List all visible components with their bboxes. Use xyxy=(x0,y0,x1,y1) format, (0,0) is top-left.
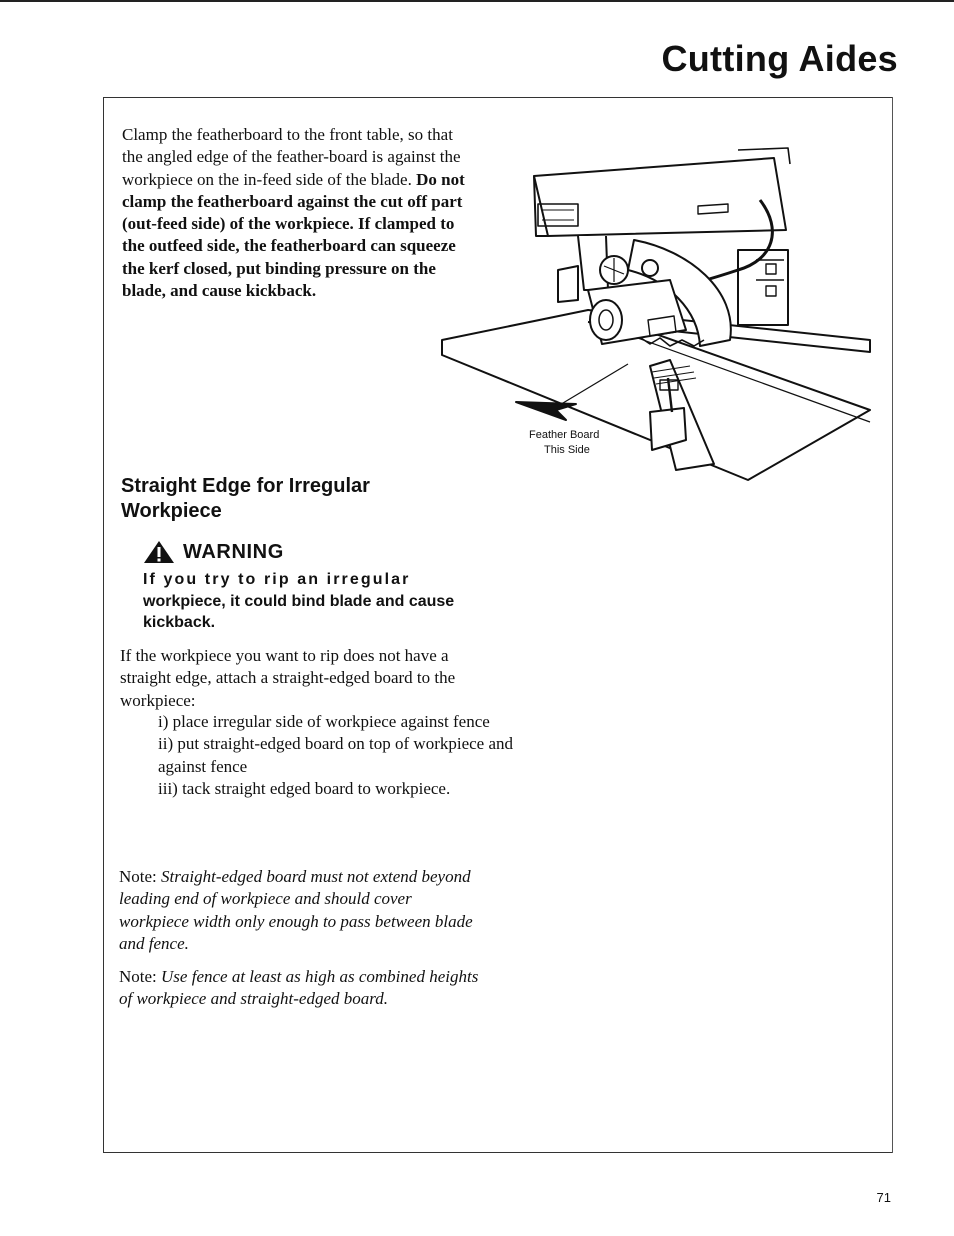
note-label: Note: xyxy=(119,867,157,886)
intro-paragraph xyxy=(122,124,470,302)
intro-normal-text: Clamp the featherboard to the front table, so that the angled edge of the feather-board is against the workpiece on the in-feed side of the blade. xyxy=(122,125,461,189)
content-frame-right-edge xyxy=(892,97,893,1153)
list-item: iii) tack straight edged board to workpiece. xyxy=(158,778,451,798)
warning-title: WARNING xyxy=(183,541,284,563)
note-text: Straight-edged board must not extend beyond leading end of workpiece and should cover workpiece width only enough to pass between blade and fence. xyxy=(119,867,473,953)
warning-triangle-icon xyxy=(143,540,175,564)
warning-text xyxy=(143,569,483,634)
steps-list xyxy=(158,711,518,800)
warning-text-line2: workpiece, it could bind blade and cause kickback. xyxy=(143,592,455,631)
radial-arm-saw-illustration xyxy=(438,140,878,490)
page-number: 71 xyxy=(876,1190,891,1205)
figure-label-line2: This Side xyxy=(544,444,590,456)
top-rule xyxy=(0,0,954,2)
page-title: Cutting Aides xyxy=(661,38,898,79)
warning-header xyxy=(143,540,284,568)
note-label: Note: xyxy=(119,967,157,986)
list-item: ii) put straight-edged board on top of workpiece and against fence xyxy=(158,734,514,776)
figure-label-line1: Feather Board xyxy=(529,429,600,441)
warning-text-line1: If you try to rip an irregular xyxy=(143,571,411,588)
intro-bold-text: Do not clamp the featherboard against the cut off part (out-feed side) of the workpiece. If clamped to the outfeed side, the featherboard can squeeze the kerf closed, put binding pressure on the blade, and cause kickback. xyxy=(122,169,465,301)
note-text: Use fence at least as high as combined heights of workpiece and straight-edged board. xyxy=(119,967,479,1009)
note-1 xyxy=(119,866,479,955)
body-paragraph: If the workpiece you want to rip does not have a straight edge, attach a straight-edged board to the workpiece: xyxy=(120,646,456,710)
section-heading: Straight Edge for Irregular Workpiece xyxy=(121,475,370,522)
list-item: i) place irregular side of workpiece against fence xyxy=(158,712,490,731)
note-2 xyxy=(119,966,479,1011)
